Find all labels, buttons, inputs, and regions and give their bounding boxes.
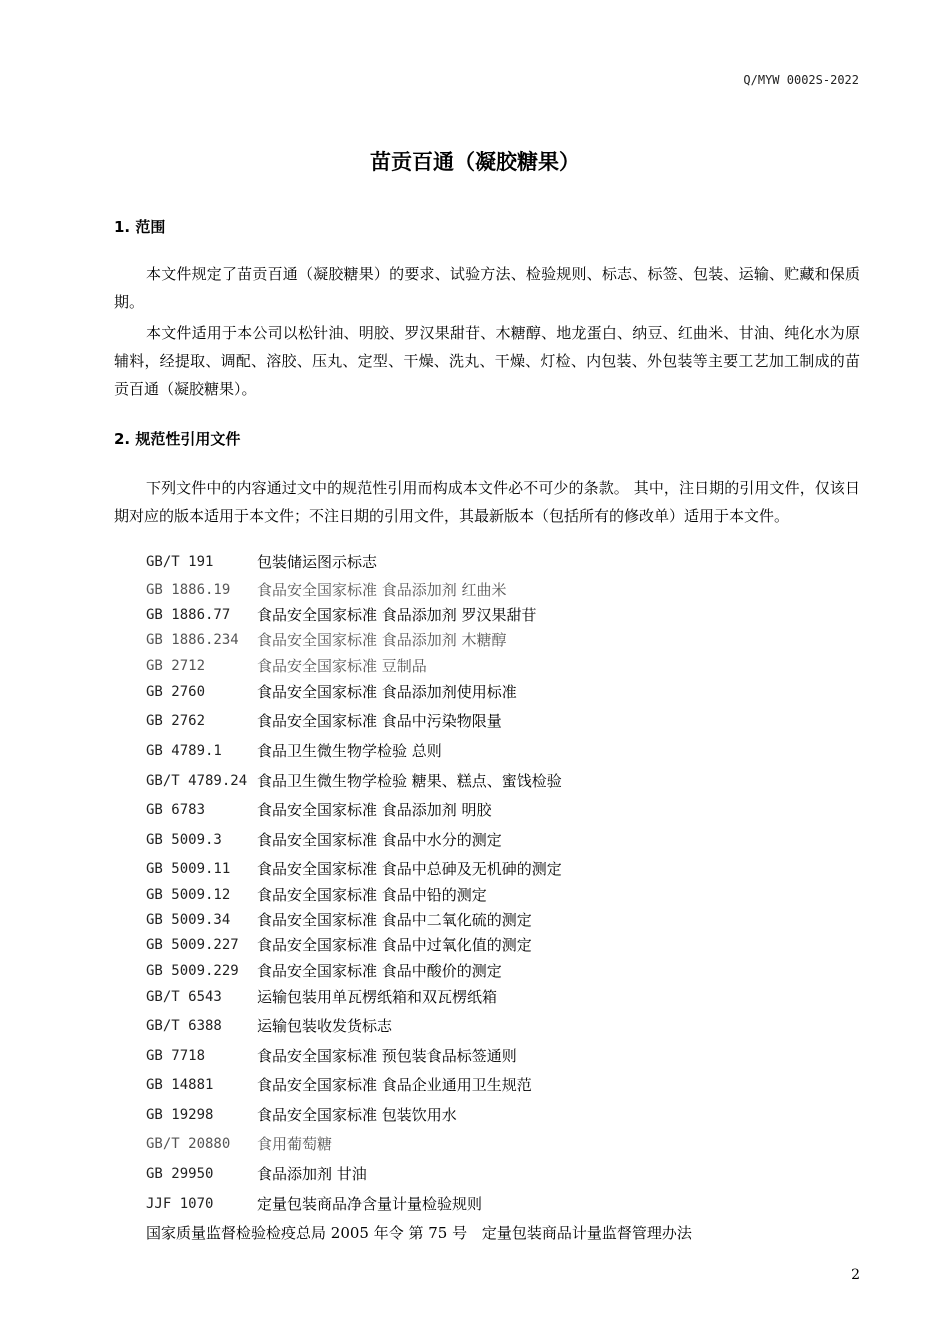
reference-title: 食品安全国家标准 食品中过氧化值的测定 [257,936,532,954]
reference-title: 食用葡萄糖 [257,1135,333,1153]
reference-code: GB 19298 [146,1107,214,1123]
reference-title: 食品卫生微生物学检验 总则 [257,742,442,760]
reference-title: 食品安全国家标准 食品中水分的测定 [257,831,502,849]
reference-title: 食品安全国家标准 豆制品 [257,657,427,675]
reference-title: 食品安全国家标准 食品添加剂 红曲米 [257,581,507,599]
reference-code: GB 6783 [146,802,206,818]
reference-title: 食品安全国家标准 食品中总砷及无机砷的测定 [257,860,562,878]
reference-title: 食品安全国家标准 食品中二氧化硫的测定 [257,911,532,929]
reference-title: 食品安全国家标准 食品中酸价的测定 [257,962,502,980]
reference-code: GB 5009.3 [146,832,222,848]
reference-title: 食品安全国家标准 食品中铅的测定 [257,886,487,904]
reference-title: 定量包装商品净含量计量检验规则 [257,1195,483,1213]
reference-title: 食品安全国家标准 食品添加剂 罗汉果甜苷 [257,606,537,624]
section-1-paragraph-1: 本文件规定了苗贡百通（凝胶糖果）的要求、试验方法、检验规则、标志、标签、包装、运输、贮藏和保质期。 [114,265,860,311]
reference-code: GB 1886.234 [146,632,239,648]
regulation-reference [146,1222,702,1243]
reference-title: 包装储运图示标志 [257,553,378,571]
reference-title: 食品安全国家标准 预包装食品标签通则 [257,1047,517,1065]
reference-title: 食品卫生微生物学检验 糖果、糕点、蜜饯检验 [257,772,562,790]
reference-code: GB/T 6388 [146,1018,222,1034]
reference-code: GB 2712 [146,658,206,674]
reference-title: 食品安全国家标准 食品企业通用卫生规范 [257,1076,532,1094]
reference-title: 食品安全国家标准 食品添加剂 木糖醇 [257,631,507,649]
reference-code: GB/T 191 [146,554,214,570]
reference-code: GB/T 6543 [146,989,222,1005]
reference-code: GB 2762 [146,713,206,729]
section-2-intro: 下列文件中的内容通过文中的规范性引用而构成本文件必不可少的条款。 其中，注日期的引用文件，仅该日期对应的版本适用于本文件；不注日期的引用文件，其最新版本（包括所有的修改单）适用于本文件。 [114,479,860,525]
reference-code: GB 7718 [146,1048,206,1064]
reference-code: GB 5009.11 [146,861,231,877]
document-number: Q/MYW 0002S-2022 [743,73,859,87]
regulation-issuer: 国家质量监督检验检疫总局 2005 年令 第 75 号 [146,1224,468,1242]
section-1-heading: 1. 范围 [114,218,166,236]
reference-code: GB 29950 [146,1166,214,1182]
reference-title: 食品安全国家标准 包装饮用水 [257,1106,457,1124]
reference-code: GB/T 20880 [146,1136,231,1152]
reference-title: 运输包装收发货标志 [257,1017,393,1035]
reference-code: GB/T 4789.24 [146,773,248,789]
reference-title: 食品添加剂 甘油 [257,1165,367,1183]
reference-code: GB 5009.34 [146,912,231,928]
reference-code: GB 1886.19 [146,582,231,598]
reference-code: GB 4789.1 [146,743,222,759]
page-number: 2 [851,1267,860,1283]
reference-code: GB 5009.229 [146,963,239,979]
reference-code: JJF 1070 [146,1196,214,1212]
reference-code: GB 2760 [146,684,206,700]
reference-code: GB 14881 [146,1077,214,1093]
section-2-heading: 2. 规范性引用文件 [114,430,241,448]
reference-code: GB 5009.227 [146,937,239,953]
section-1-paragraph-2: 本文件适用于本公司以松针油、明胶、罗汉果甜苷、木糖醇、地龙蛋白、纳豆、红曲米、甘油、纯化水为原辅料，经提取、调配、溶胶、压丸、定型、干燥、洗丸、干燥、灯检、内包装、外包装等主要工艺加工制成的苗贡百通（凝胶糖果）。 [114,324,860,398]
reference-title: 食品安全国家标准 食品添加剂使用标准 [257,683,517,701]
reference-code: GB 5009.12 [146,887,231,903]
reference-title: 运输包装用单瓦楞纸箱和双瓦楞纸箱 [257,988,498,1006]
reference-code: GB 1886.77 [146,607,231,623]
reference-title: 食品安全国家标准 食品添加剂 明胶 [257,801,492,819]
regulation-title: 定量包装商品计量监督管理办法 [481,1224,692,1242]
reference-title: 食品安全国家标准 食品中污染物限量 [257,712,502,730]
document-title: 苗贡百通（凝胶糖果） [370,150,580,174]
